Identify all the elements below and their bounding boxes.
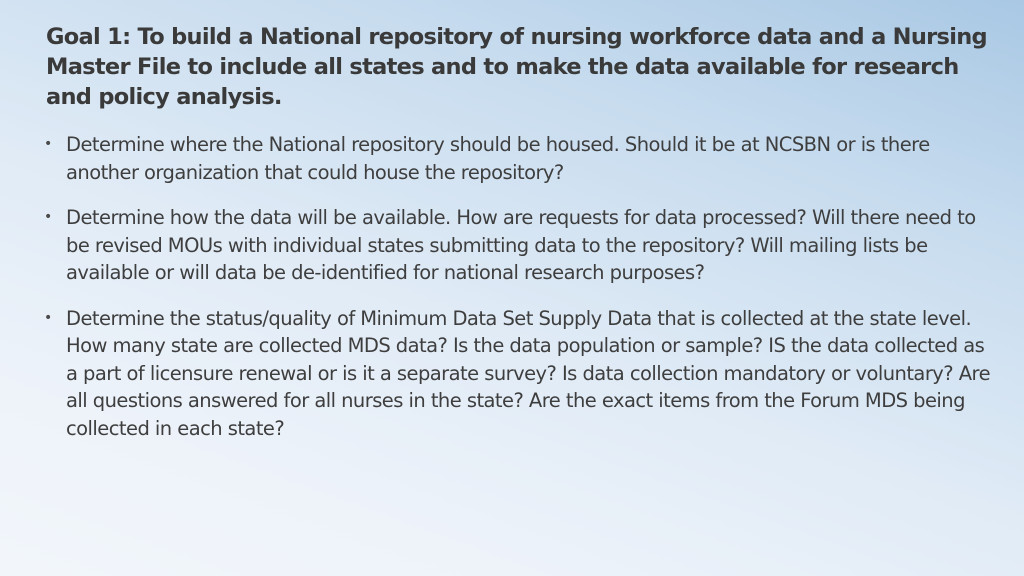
bullet-dot-icon: • [44,136,52,152]
bullet-dot-icon: • [44,309,52,326]
bullet-list [44,131,994,460]
bullet-text: Determine the status/quality of Minimum Data Set Supply Data that is collected at the state level. How many state are collected MDS data? Is the data population or sample? IS the data collected as a part of licensure renewal or is it a separate survey? Is data collection mandatory or voluntary? Are all questions answered for all nurses in the state? Are the exact items from the Forum MDS being collected in each state? [66,306,991,440]
bullet-text: Determine how the data will be available. How are requests for data processed? Will there need to be revised MOUs with individual states submitting data to the repository? Will mailing lists be available or will data be de-identified for national research purposes? [66,206,976,284]
bullet-text: Determine where the National repository should be housed. Should it be at NCSBN or is there another organization that could house the repository? [66,133,930,184]
slide-title: Goal 1: To build a National repository of nursing workforce data and a Nursing Master File to include all states and to make the data available for research and policy analysis. [46,24,987,110]
bullet-item [44,305,994,443]
bullet-item [44,131,994,186]
bullet-dot-icon: • [44,209,52,225]
bullet-item [44,204,994,287]
